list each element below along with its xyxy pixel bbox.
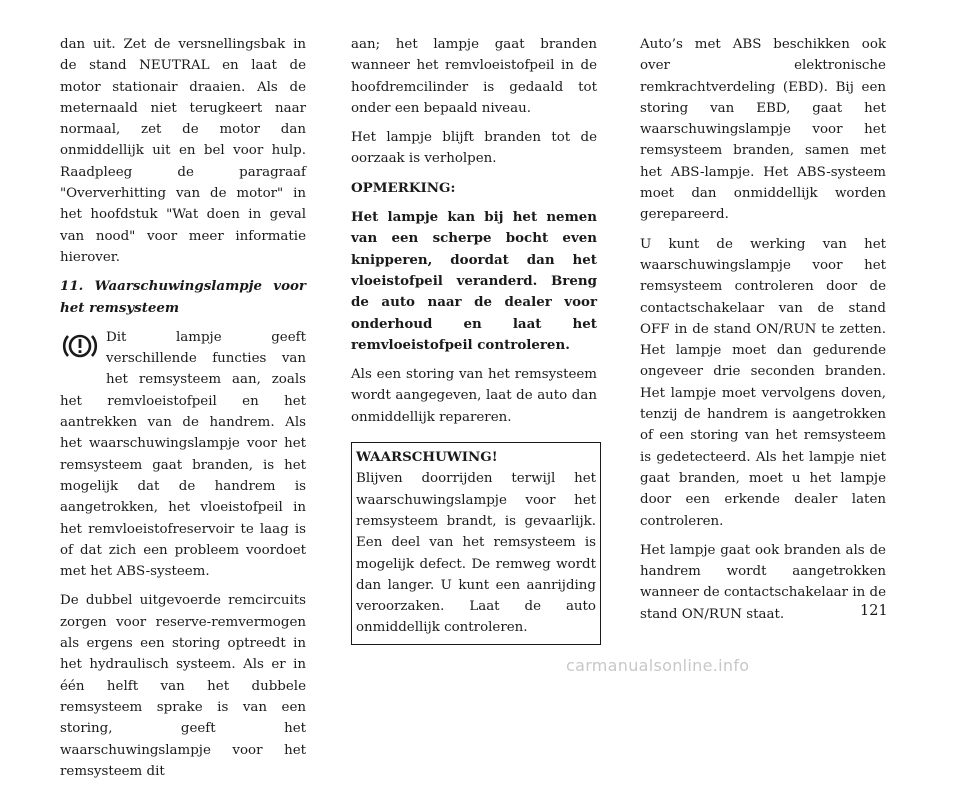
paragraph: Dit lampje geeft verschillende functies van het remsysteem aan, zoals het remvloeistofpeil en het aantrekken van de handrem. Als het waarschuwingslampje voor het remsysteem gaat branden, is het mogelijk dat de handrem is aangetrokken, het vloeistofpeil in het remvloeistofreservoir te laag is of dat zich een probleem voordoet met het ABS-systeem.	[60, 329, 306, 580]
note-text: Het lampje kan bij het nemen van een scherpe bocht even knipperen, doordat dan het vloeistofpeil veranderd. Breng de auto naar de dealer voor onderhoud en laat het remvloeistofpeil controleren.	[351, 209, 597, 353]
page-number: 121	[860, 603, 888, 619]
paragraph: U kunt de werking van het waarschuwingslampje voor het remsysteem controleren door de contactschakelaar van de stand OFF in de stand ON/RUN te zetten. Het lampje moet dan gedurende ongeveer drie seconden branden. Het lampje moet vervolgens doven, tenzij de handrem is aangetrokken of een storing van het remsysteem is gedetecteerd. Als het lampje niet gaat branden, moet u het lampje door een erkende dealer laten controleren.	[640, 236, 886, 529]
warning-text: Blijven doorrijden terwijl het waarschuwingslampje voor het remsysteem brandt, is gevaarlijk. Een deel van het remsysteem is mogelijk defect. De remweg wordt dan langer. U kunt een aanrijding veroorzaken. Laat de auto onmiddellijk controleren.	[356, 471, 596, 636]
column-left	[60, 34, 306, 790]
note-title: OPMERKING:	[351, 179, 456, 196]
paragraph: Het lampje gaat ook branden als de handrem wordt aangetrokken wanneer de contactschakelaar in de stand ON/RUN staat.	[640, 542, 886, 622]
column-right	[640, 34, 886, 633]
paragraph: aan; het lampje gaat branden wanneer het remvloeistofpeil in de hoofdremcilinder is gedaald tot onder een bepaald niveau.	[351, 37, 597, 116]
column-middle	[351, 34, 597, 645]
warning-box	[351, 442, 601, 645]
paragraph: Het lampje blijft branden tot de oorzaak is verholpen.	[351, 130, 597, 167]
section-heading: 11. Waarschuwingslampje voor het remsysteem	[60, 278, 306, 316]
watermark: carmanualsonline.info	[566, 656, 750, 675]
paragraph: Als een storing van het remsysteem wordt aangegeven, laat de auto dan onmiddellijk repareren.	[351, 367, 597, 425]
warning-title: WAARSCHUWING!	[356, 449, 498, 466]
paragraph: dan uit. Zet de versnellingsbak in de stand NEUTRAL en laat de motor stationair draaien. Als de meternaald niet terugkeert naar normaal, zet de motor dan onmiddellijk uit en bel voor hulp. Raadpleeg de paragraaf "Oververhitting van de motor" in het hoofdstuk "Wat doen in geval van nood" voor meer informatie hierover.	[60, 37, 306, 265]
paragraph: Auto’s met ABS beschikken ook over elektronische remkrachtverdeling (EBD). Bij een storing van EBD, gaat het waarschuwingslampje voor het remsysteem branden, samen met het ABS-lampje. Het ABS-systeem moet dan onmiddellijk worden gerepareerd.	[640, 37, 886, 223]
icon-paragraph	[60, 327, 306, 583]
paragraph: De dubbel uitgevoerde remcircuits zorgen voor reserve-remvermogen als ergens een storing optreedt in het hydraulisch systeem. Als er in één helft van het dubbele remsysteem sprake is van een storing, geeft het waarschuwingslampje voor het remsysteem dit	[60, 593, 306, 779]
brake-warning-icon	[60, 331, 100, 371]
